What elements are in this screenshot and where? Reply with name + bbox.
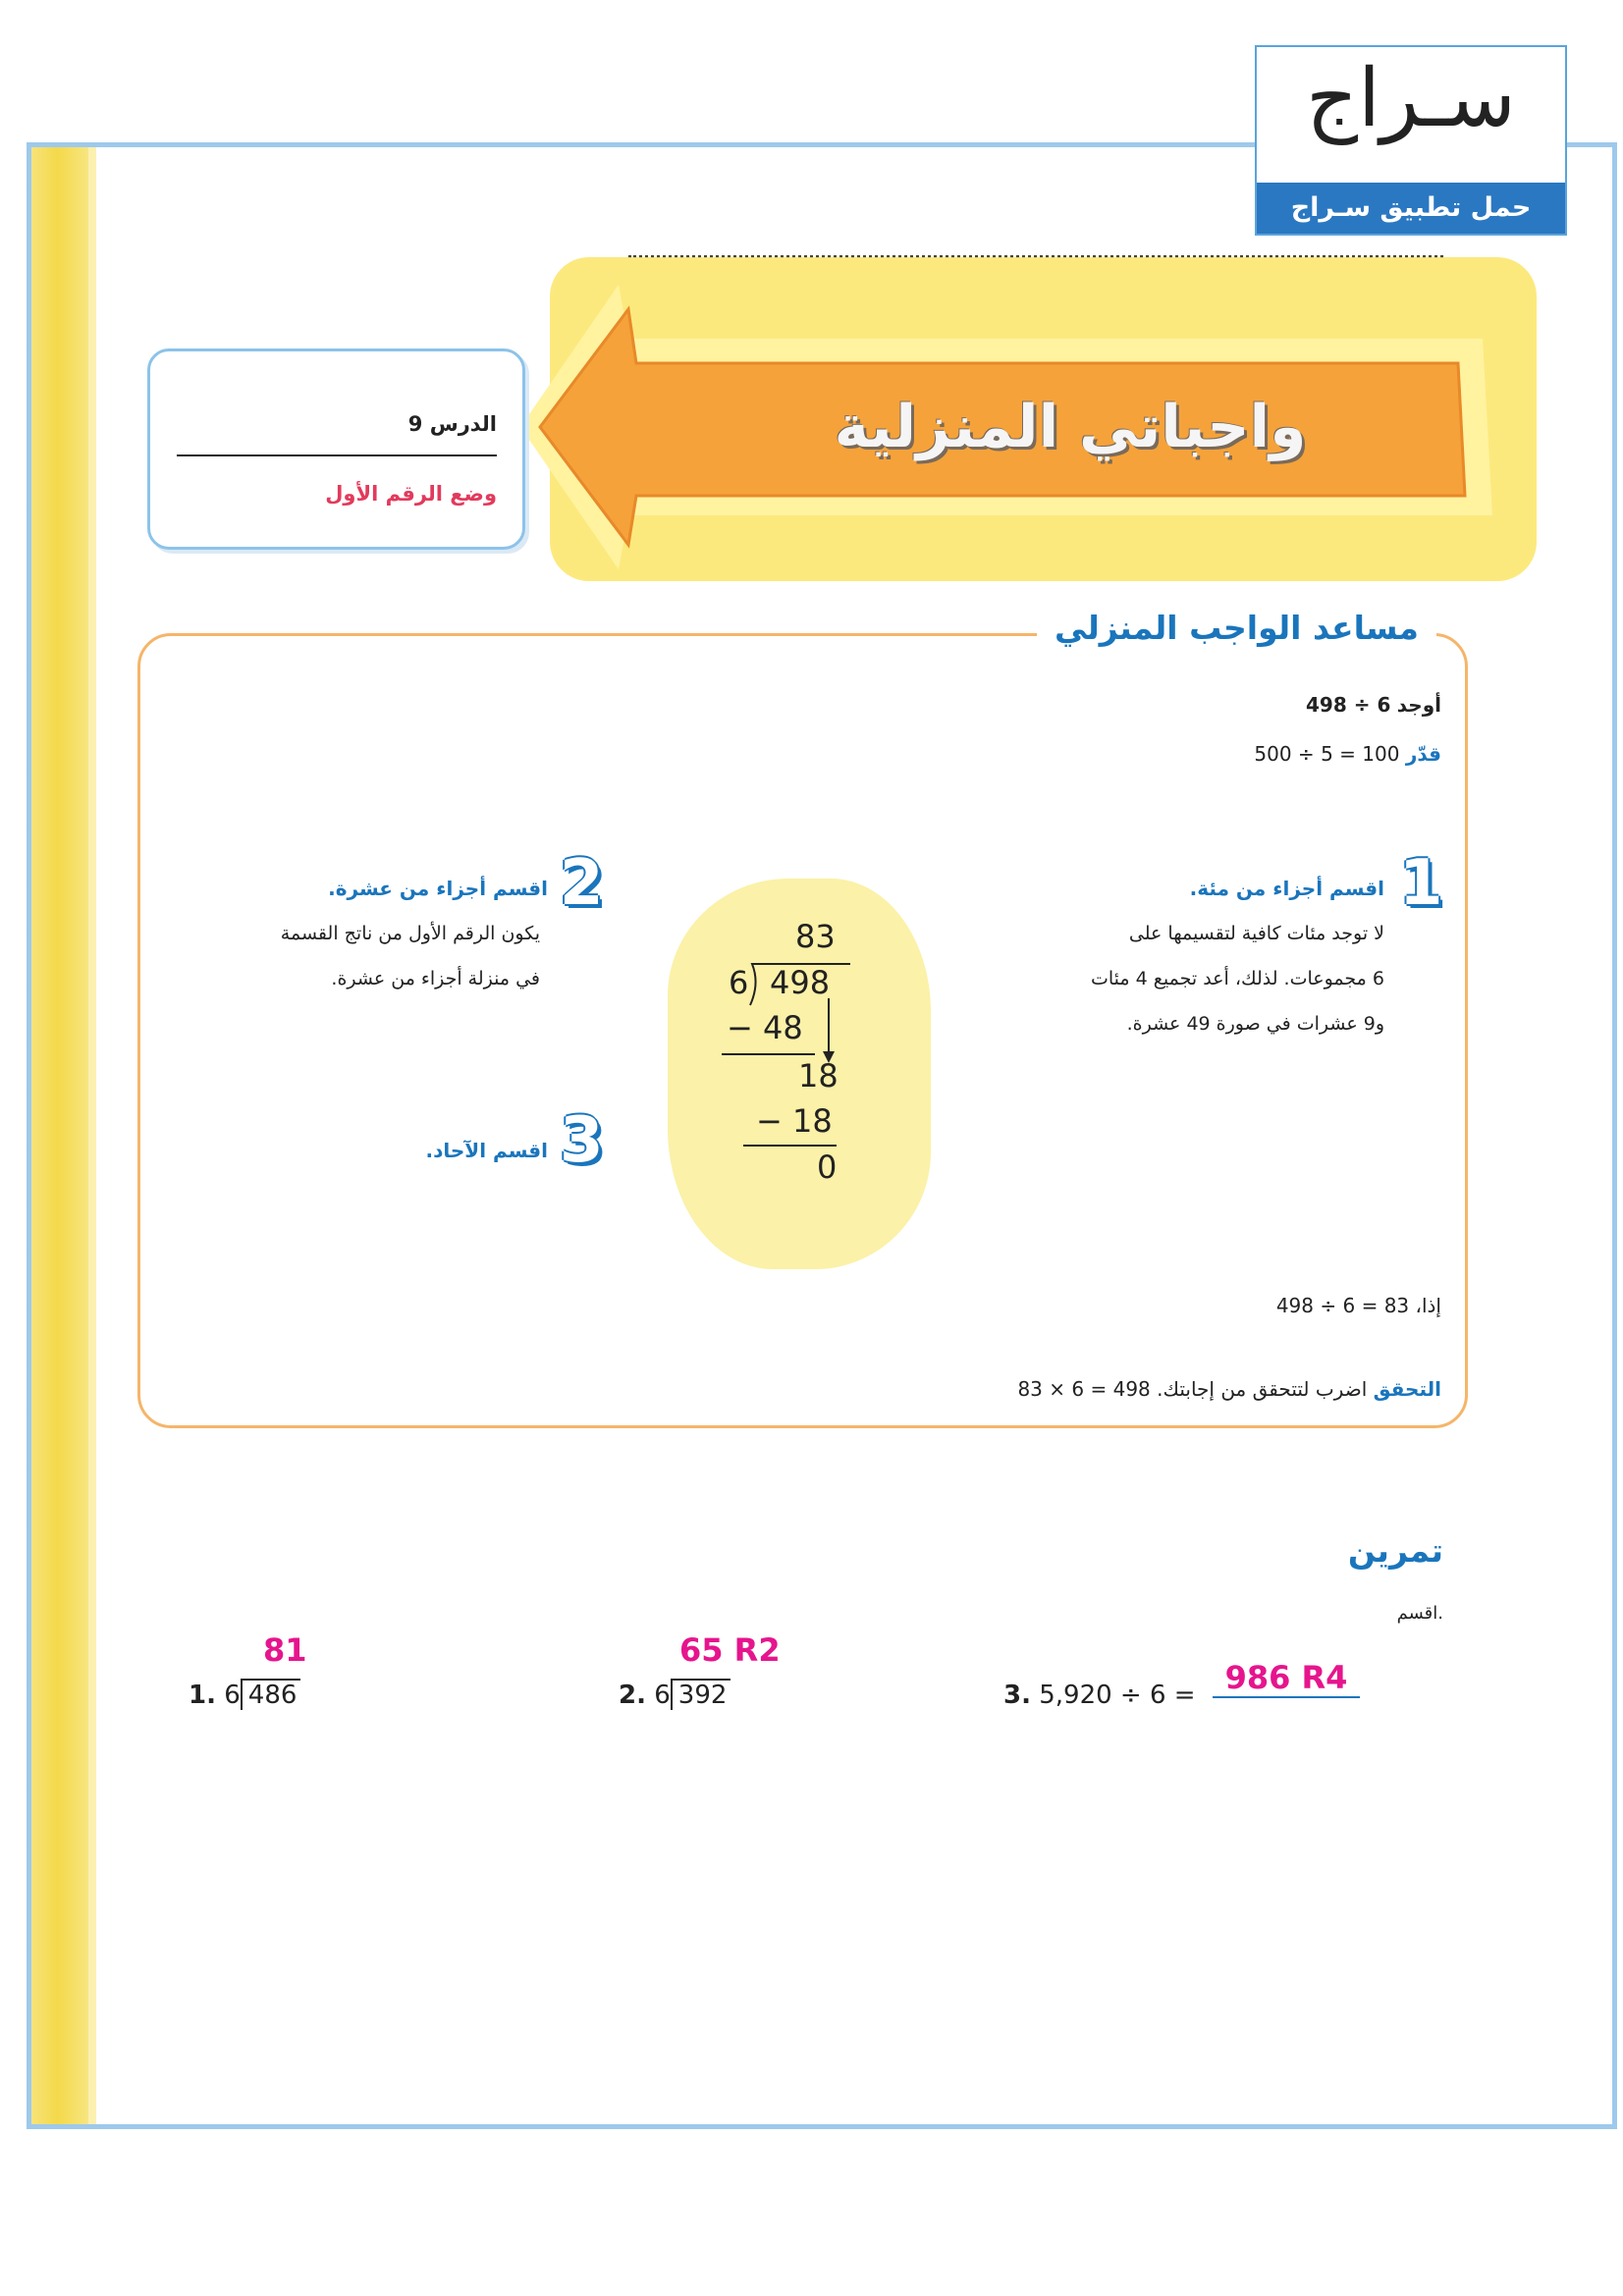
- problem-1-number: 1.: [189, 1681, 216, 1710]
- practice-title: تمرين: [1347, 1531, 1443, 1570]
- find-label: أوجد: [1396, 693, 1441, 717]
- lesson-number: الدرس 9: [407, 412, 497, 436]
- step-2-text: [187, 911, 540, 1001]
- ld-line-2: [743, 1145, 837, 1147]
- problem-2: [619, 1679, 730, 1710]
- problem-3-expression: 5,920 ÷ 6 =: [1039, 1681, 1196, 1710]
- ld-quotient: 83: [795, 918, 836, 955]
- ld-remainder-2: 0: [817, 1148, 838, 1186]
- problem-1-dividend: 486: [241, 1679, 301, 1710]
- ld-subtract-1: − 48: [727, 1009, 803, 1046]
- ld-line-1: [722, 1053, 815, 1055]
- so-label: إذا،: [1415, 1294, 1441, 1317]
- step-1-text: [992, 911, 1384, 1046]
- lesson-box: [147, 348, 525, 550]
- left-yellow-strip: [31, 147, 96, 2124]
- banner-title: واجباتي المنزلية: [834, 393, 1307, 461]
- ld-divisor: 6: [729, 964, 749, 1001]
- logo-tagline: حمل تطبيق سـراج: [1257, 183, 1565, 234]
- step-1-line-2: 6 مجموعات. لذلك، أعد تجميع 4 مئات: [1091, 968, 1384, 989]
- problem-1: [189, 1679, 300, 1710]
- bring-down-arrow: [821, 996, 837, 1065]
- find-line: [1306, 693, 1441, 717]
- problem-3-answer[interactable]: 986 R4: [1213, 1659, 1360, 1698]
- estimate-line: [1254, 742, 1441, 766]
- step-2-heading: اقسم أجزاء من عشرة.: [328, 877, 548, 900]
- practice-instruction: اقسم.: [1396, 1603, 1443, 1624]
- step-1-number: 1: [1399, 847, 1443, 920]
- estimate-expression: 100 = 5 ÷ 500: [1254, 742, 1400, 766]
- homework-helper-title: مساعد الواجب المنزلي: [1037, 609, 1436, 647]
- step-2-number: 2: [560, 847, 604, 920]
- step-3-heading: اقسم الآحاد.: [425, 1139, 548, 1162]
- so-expression: 83 = 6 ÷ 498: [1275, 1294, 1410, 1317]
- step-3-number: 3: [560, 1104, 604, 1177]
- ld-remainder-1: 18: [798, 1057, 839, 1095]
- problem-2-number: 2.: [619, 1681, 646, 1710]
- problem-1-divisor: 6: [224, 1681, 241, 1710]
- step-2-line-1: يكون الرقم الأول من ناتج القسمة: [280, 923, 540, 944]
- problem-2-answer[interactable]: 65 R2: [679, 1631, 781, 1669]
- so-line: [1276, 1294, 1441, 1317]
- check-text: اضرب لتتحقق من إجابتك.: [1157, 1377, 1368, 1401]
- step-1-heading: اقسم أجزاء من مئة.: [1189, 877, 1384, 900]
- find-expression: 6 ÷ 498: [1306, 693, 1391, 717]
- siraj-logo[interactable]: [1255, 45, 1567, 236]
- step-2-line-2: في منزلة أجزاء من عشرة.: [331, 968, 540, 989]
- logo-name: سـراج: [1306, 52, 1516, 145]
- problem-3-number: 3.: [1003, 1681, 1031, 1710]
- problem-3: [1003, 1681, 1196, 1710]
- check-label: التحقق: [1373, 1377, 1441, 1401]
- problem-2-divisor: 6: [654, 1681, 671, 1710]
- check-expression: 498 = 6 × 83: [1017, 1377, 1151, 1401]
- ld-dividend: 498: [770, 964, 831, 1001]
- lesson-title: وضع الرقم الأول: [325, 482, 497, 506]
- estimate-label: قدّر: [1405, 742, 1441, 766]
- lesson-rule: [177, 454, 497, 456]
- step-1-line-3: و9 عشرات في صورة 49 عشرة.: [1126, 1013, 1384, 1035]
- problem-1-answer[interactable]: 81: [263, 1631, 307, 1669]
- check-line: [1017, 1377, 1441, 1401]
- ld-subtract-2: − 18: [756, 1102, 833, 1140]
- step-1-line-1: لا توجد مئات كافية لتقسيمها على: [1128, 923, 1384, 944]
- problem-2-dividend: 392: [671, 1679, 731, 1710]
